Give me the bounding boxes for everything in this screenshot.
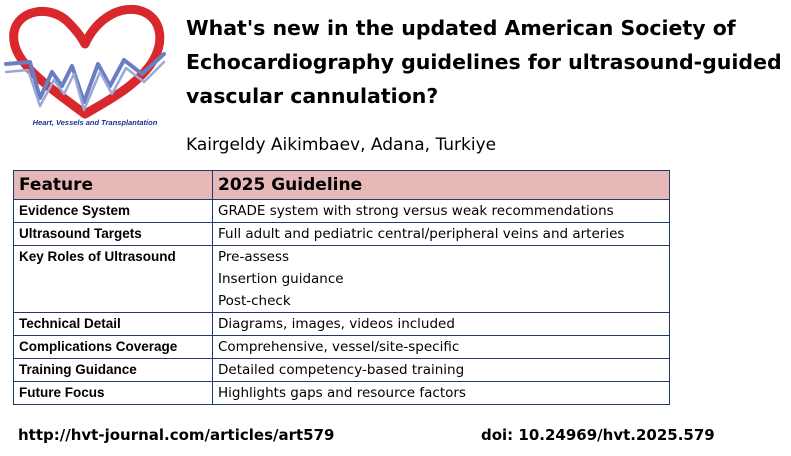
feature-cell: Key Roles of Ultrasound — [14, 246, 213, 313]
guideline-value: Post-check — [218, 293, 291, 309]
guideline-value: Full adult and pediatric central/peripheral veins and arteries — [218, 226, 625, 242]
guideline-value: GRADE system with strong versus weak recommendations — [218, 203, 614, 219]
heart-logo-icon — [2, 2, 168, 128]
guideline-value: Highlights gaps and resource factors — [218, 385, 466, 401]
table-header-row — [14, 171, 670, 200]
guideline-value: Detailed competency-based training — [218, 362, 465, 378]
guideline-cell — [213, 359, 670, 382]
header-feature: Feature — [14, 171, 213, 200]
header-guideline: 2025 Guideline — [213, 171, 670, 200]
table-row — [14, 359, 670, 382]
guideline-value: Pre-assess — [218, 249, 290, 265]
table-row — [14, 313, 670, 336]
guideline-value: Comprehensive, vessel/site-specific — [218, 339, 460, 355]
feature-cell: Technical Detail — [14, 313, 213, 336]
table-row — [14, 382, 670, 405]
guideline-value: Insertion guidance — [218, 271, 344, 287]
table-row — [14, 336, 670, 359]
author-line: Kairgeldy Aikimbaev, Adana, Turkiye — [186, 135, 497, 155]
table-row — [14, 223, 670, 246]
guideline-cell — [213, 382, 670, 405]
guideline-cell — [213, 223, 670, 246]
feature-cell: Evidence System — [14, 200, 213, 223]
table-body — [14, 200, 670, 405]
journal-logo — [2, 2, 168, 128]
guideline-table — [13, 170, 670, 405]
page-title: What's new in the updated American Society of Echocardiography guidelines for ultrasound-guided vascular cannulation? — [186, 16, 782, 108]
guideline-cell — [213, 200, 670, 223]
article-doi: doi: 10.24969/hvt.2025.579 — [481, 426, 715, 444]
table-row — [14, 200, 670, 223]
guideline-cell — [213, 246, 670, 313]
feature-cell: Training Guidance — [14, 359, 213, 382]
feature-cell: Ultrasound Targets — [14, 223, 213, 246]
table-row — [14, 246, 670, 313]
guideline-cell — [213, 336, 670, 359]
logo-caption: Heart, Vessels and Transplantation — [32, 118, 158, 127]
feature-cell: Future Focus — [14, 382, 213, 405]
guideline-value: Diagrams, images, videos included — [218, 316, 455, 332]
article-url[interactable]: http://hvt-journal.com/articles/art579 — [18, 426, 335, 444]
feature-cell: Complications Coverage — [14, 336, 213, 359]
guideline-cell — [213, 313, 670, 336]
